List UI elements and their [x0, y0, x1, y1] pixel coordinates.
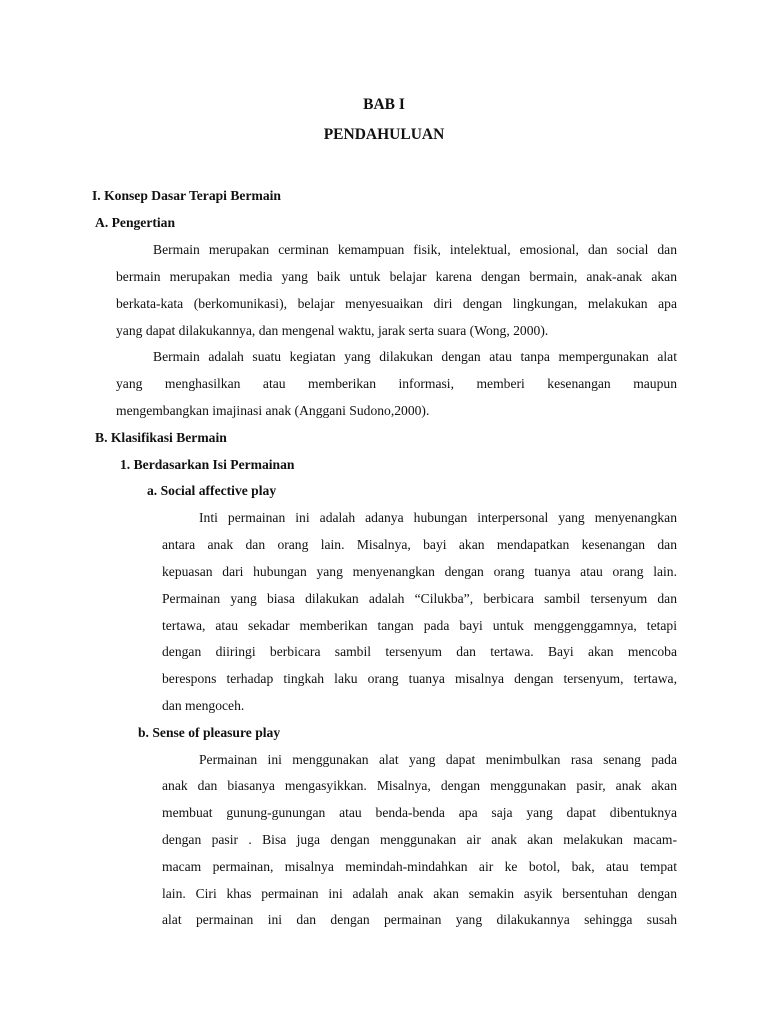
paragraph-line: dengan pasir . Bisa juga dengan menggunakan air anak akan melakukan macam-	[162, 832, 677, 847]
section-heading-konsep-dasar: I. Konsep Dasar Terapi Bermain	[92, 188, 281, 203]
paragraph-line: berkata-kata (berkomunikasi), belajar menyesuaikan diri dengan lingkungan, melakukan apa	[116, 296, 677, 311]
paragraph-line: yang menghasilkan atau memberikan informasi, memberi kesenangan maupun	[116, 376, 677, 391]
paragraph-line: anak dan biasanya mengasyikkan. Misalnya, dengan menggunakan pasir, anak akan	[162, 778, 677, 793]
paragraph-line: Bermain adalah suatu kegiatan yang dilakukan dengan atau tanpa mempergunakan alat	[153, 349, 677, 364]
paragraph-line: bermain merupakan media yang baik untuk belajar karena dengan bermain, anak-anak akan	[116, 269, 677, 284]
paragraph-line: Permainan yang biasa dilakukan adalah “Cilukba”, berbicara sambil tersenyum dan	[162, 591, 677, 606]
paragraph-line: dengan diiringi berbicara sambil tersenyum dan tertawa. Bayi akan mencoba	[162, 644, 677, 659]
subsection-heading-klasifikasi: B. Klasifikasi Bermain	[95, 430, 227, 445]
item-heading-sense-of-pleasure-play: b. Sense of pleasure play	[138, 725, 281, 740]
paragraph-line: kepuasan dari hubungan yang menyenangkan dengan orang tuanya atau orang lain.	[162, 564, 677, 579]
paragraph-line: berespons terhadap tingkah laku orang tuanya misalnya dengan tersenyum, tertawa,	[162, 671, 677, 686]
subsection-heading-pengertian: A. Pengertian	[95, 215, 176, 230]
list-heading-isi-permainan: 1. Berdasarkan Isi Permainan	[120, 457, 295, 472]
chapter-title: PENDAHULUAN	[323, 126, 445, 143]
paragraph-line: Inti permainan ini adalah adanya hubungan interpersonal yang menyenangkan	[199, 510, 677, 525]
item-heading-social-affective-play: a. Social affective play	[147, 483, 277, 498]
paragraph-line: dan mengoceh.	[162, 698, 245, 713]
paragraph-line: Bermain merupakan cerminan kemampuan fisik, intelektual, emosional, dan social dan	[153, 242, 677, 257]
paragraph-line: alat permainan ini dan dengan permainan yang dilakukannya sehingga susah	[162, 912, 677, 927]
paragraph-line: mengembangkan imajinasi anak (Anggani Sudono,2000).	[116, 403, 430, 418]
paragraph-line: lain. Ciri khas permainan ini adalah anak akan semakin asyik bersentuhan dengan	[162, 886, 677, 901]
paragraph-line: yang dapat dilakukannya, dan mengenal waktu, jarak serta suara (Wong, 2000).	[116, 323, 549, 338]
paragraph-line: membuat gunung-gunungan atau benda-benda apa saja yang dapat dibentuknya	[162, 805, 677, 820]
paragraph-line: tertawa, atau sekadar memberikan tangan pada bayi untuk menggenggamnya, tetapi	[162, 618, 677, 633]
paragraph-line: Permainan ini menggunakan alat yang dapat menimbulkan rasa senang pada	[199, 752, 677, 767]
chapter-number: BAB I	[363, 96, 405, 113]
paragraph-line: macam permainan, misalnya memindah-mindahkan air ke botol, bak, atau tempat	[162, 859, 677, 874]
paragraph-line: antara anak dan orang lain. Misalnya, bayi akan mendapatkan kesenangan dan	[162, 537, 677, 552]
